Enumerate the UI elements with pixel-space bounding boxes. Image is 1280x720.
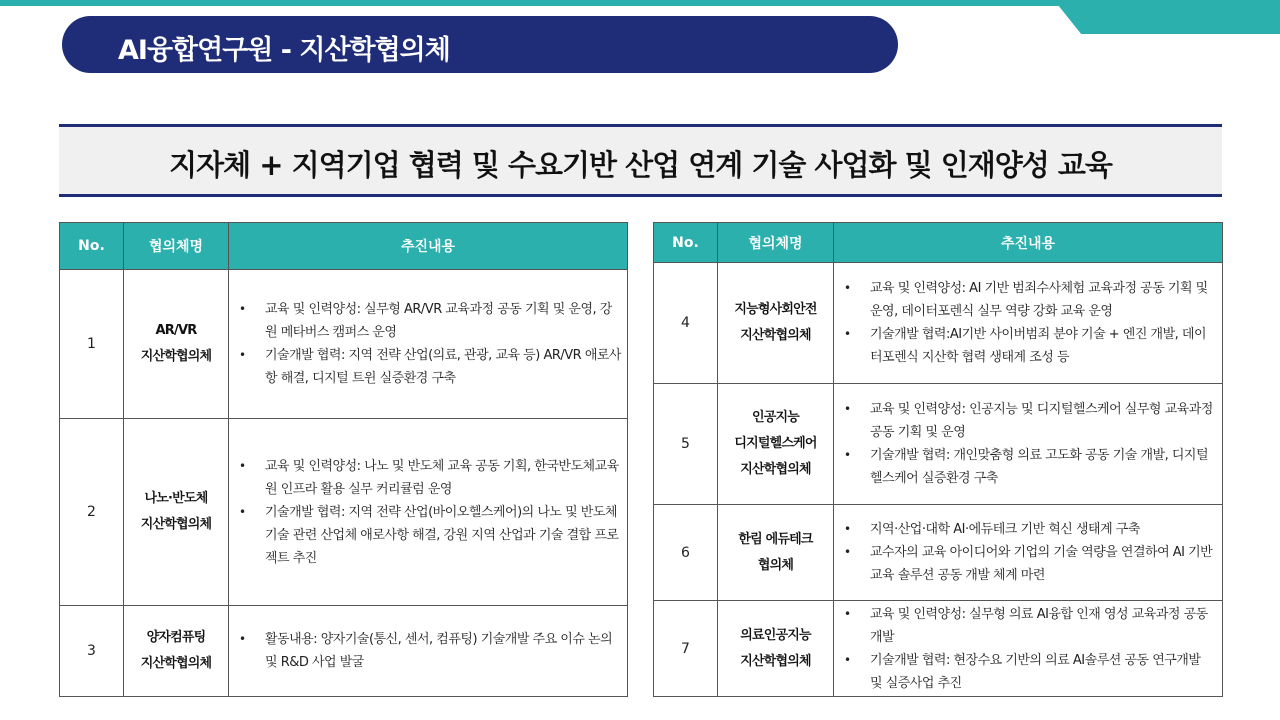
table-row (60, 270, 628, 419)
council-name (718, 601, 834, 697)
top-right-tab-decoration (1054, 0, 1280, 34)
council-name-line: 지산학협의체 (140, 349, 212, 364)
activity-item: • 기술개발 협력:AI기반 사이버범죄 분야 기술 + 엔진 개발, 데이터포렌식 지산학 협력 생태계 조성 등 (844, 323, 1216, 369)
council-name-line: 지산학협의체 (740, 653, 811, 669)
header-content: 추진내용 (229, 223, 628, 270)
council-name-line: 의료인공지능 (740, 627, 811, 643)
activity-item: • 활동내용: 양자기술(통신, 센서, 컴퓨팅) 기술개발 주요 이슈 논의 및 R&D 사업 발굴 (239, 628, 621, 674)
activity-list (229, 298, 627, 390)
row-number: 1 (60, 270, 124, 419)
activity-content (834, 601, 1223, 697)
table-row (654, 505, 1223, 601)
page-title: AI융합연구원 - 지산학협의체 (118, 35, 450, 66)
council-name-line: 지산학협의체 (740, 328, 811, 343)
header-name: 협의체명 (718, 223, 834, 263)
council-name-line: 인공지능 (751, 410, 800, 425)
table-row (60, 419, 628, 606)
activity-list (229, 455, 627, 570)
activity-list (834, 603, 1222, 695)
row-number: 7 (654, 601, 718, 697)
council-name (124, 270, 229, 419)
activity-item: • 기술개발 협력: 현장수요 기반의 의료 AI솔루션 공동 연구개발 및 실증사업 추진 (844, 649, 1216, 695)
activity-content (229, 606, 628, 697)
activity-content (834, 263, 1223, 384)
activity-list (834, 518, 1222, 587)
council-name-line: AR/VR (155, 323, 197, 338)
council-name-line: 지능형사회안전 (734, 302, 817, 317)
page-title-banner (62, 16, 898, 73)
council-name-line: 나노·반도체 (144, 491, 208, 506)
header-content: 추진내용 (834, 223, 1223, 263)
header-name: 협의체명 (124, 223, 229, 270)
council-table-right (653, 222, 1223, 697)
activity-item: • 교수자의 교육 아이디어와 기업의 기술 역량을 연결하여 AI 기반 교육 솔루션 공동 개발 체계 마련 (844, 541, 1216, 587)
activity-content (834, 505, 1223, 601)
activity-list (834, 277, 1222, 369)
council-name (718, 384, 834, 505)
table-row (654, 263, 1223, 384)
row-number: 5 (654, 384, 718, 505)
council-name-line: 협의체 (757, 557, 794, 573)
row-number: 3 (60, 606, 124, 697)
activity-list (834, 398, 1222, 490)
activity-item: • 교육 및 인력양성: 실무형 의료 AI융합 인재 영성 교육과정 공동 개발 (844, 603, 1216, 649)
subtitle-text: 지자체 + 지역기업 협력 및 수요기반 산업 연계 기술 사업화 및 인재양성 교육 (169, 148, 1112, 182)
activity-item: • 기술개발 협력: 지역 전략 산업(바이오헬스케어)의 나노 및 반도체 기술 관련 산업체 애로사항 해결, 강원 지역 산업과 기술 결합 프로젝트 추진 (239, 501, 621, 570)
table-header-row (654, 223, 1223, 263)
council-name-line: 한림 에듀테크 (738, 531, 813, 547)
council-name-line: 양자컴퓨팅 (146, 630, 206, 645)
activity-item: • 기술개발 협력: 지역 전략 산업(의료, 관광, 교육 등) AR/VR 애로사항 해결, 디지털 트윈 실증환경 구축 (239, 344, 621, 390)
council-name-line: 지산학협의체 (740, 462, 811, 477)
table-row (654, 601, 1223, 697)
council-name-line: 지산학협의체 (140, 656, 212, 671)
activity-content (229, 419, 628, 606)
activity-item: • 교육 및 인력양성: 나노 및 반도체 교육 공동 기획, 한국반도체교육원 인프라 활용 실무 커리큘럼 운영 (239, 455, 621, 501)
table-row (654, 384, 1223, 505)
activity-content (229, 270, 628, 419)
activity-item: • 기술개발 협력: 개인맞춤형 의료 고도화 공동 기술 개발, 디지털헬스케어 실증환경 구축 (844, 444, 1216, 490)
activity-item: • 지역·산업·대학 AI·에듀테크 기반 혁신 생태계 구축 (844, 518, 1216, 541)
activity-content (834, 384, 1223, 505)
row-number: 6 (654, 505, 718, 601)
table-header-row (60, 223, 628, 270)
row-number: 2 (60, 419, 124, 606)
activity-item: • 교육 및 인력양성: 인공지능 및 디지털헬스케어 실무형 교육과정 공동 기획 및 운영 (844, 398, 1216, 444)
subtitle-banner (59, 124, 1222, 197)
council-table-left (59, 222, 628, 697)
header-no: No. (654, 223, 718, 263)
council-name (718, 263, 834, 384)
council-name-line: 디지털헬스케어 (734, 436, 817, 451)
header-no: No. (60, 223, 124, 270)
council-name (124, 419, 229, 606)
activity-item: • 교육 및 인력양성: AI 기반 범죄수사체험 교육과정 공동 기획 및 운영, 데이터포렌식 실무 역량 강화 교육 운영 (844, 277, 1216, 323)
table-row (60, 606, 628, 697)
council-name-line: 지산학협의체 (140, 517, 212, 532)
row-number: 4 (654, 263, 718, 384)
council-name (124, 606, 229, 697)
activity-list (229, 628, 627, 674)
council-name (718, 505, 834, 601)
activity-item: • 교육 및 인력양성: 실무형 AR/VR 교육과정 공동 기획 및 운영, 강원 메타버스 캠퍼스 운영 (239, 298, 621, 344)
